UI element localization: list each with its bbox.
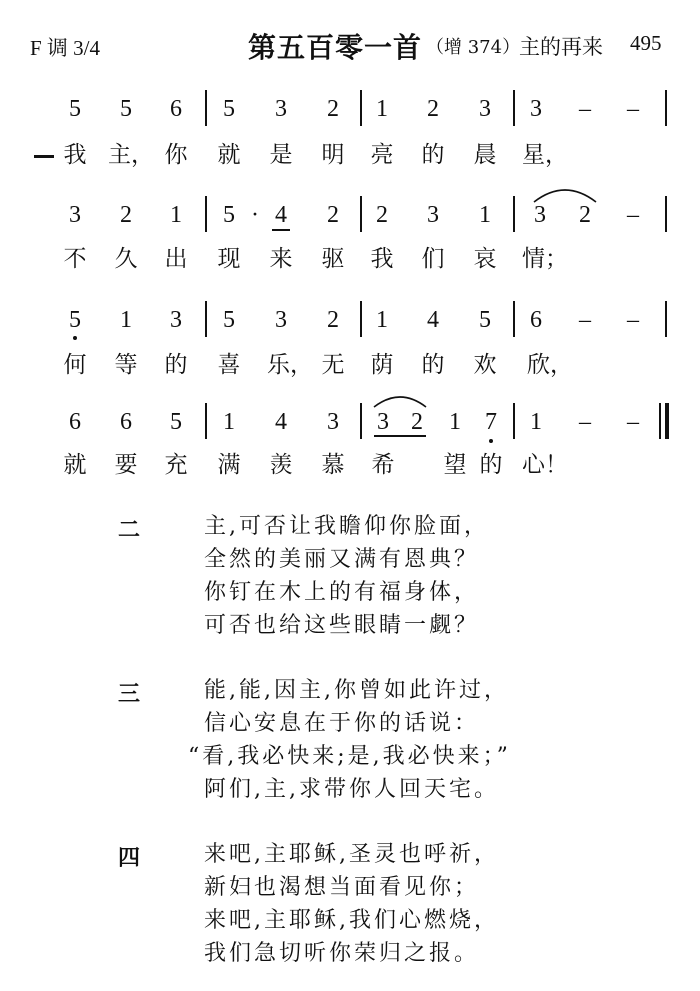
lyric: 满 [217, 452, 241, 478]
lyric: 晨 [473, 142, 497, 168]
note: 4 [427, 307, 439, 333]
note: 6 [69, 409, 81, 435]
note: 1 [376, 96, 388, 122]
hymn-title: 第五百零一首 [248, 31, 423, 64]
lyric: 出 [164, 246, 188, 272]
bar-line [205, 196, 207, 232]
lyric: 希 [371, 452, 395, 478]
note: 1 [170, 202, 182, 228]
note: 2 [427, 96, 439, 122]
bar-line [513, 90, 515, 126]
slur [530, 184, 600, 204]
lyric: 心！ [522, 452, 568, 478]
note-low-octave: 5 [69, 307, 81, 333]
lyric: 欢 [473, 352, 497, 378]
lyric: 望 [443, 452, 467, 478]
lyric: 你 [164, 142, 188, 168]
lyric: 的 [164, 352, 188, 378]
verse-line: 能,能,因主,你曾如此许过， [204, 678, 509, 703]
lyric: 慕 [321, 452, 345, 478]
verse-line: 全然的美丽又满有恩典？ [204, 547, 480, 572]
note: 6 [120, 409, 132, 435]
hymn-name: 主的再来 [519, 35, 603, 59]
lyric: 是 [269, 142, 293, 168]
eighth-underline [272, 229, 290, 231]
verse-number: 三 [118, 682, 141, 707]
note: 3 [427, 202, 439, 228]
note: 6 [530, 307, 542, 333]
note: 4 [275, 202, 287, 228]
note: 3 [534, 202, 546, 228]
note-dash: – [627, 409, 639, 435]
bar-line [665, 196, 667, 232]
note: 3 [377, 409, 389, 435]
note: 5 [479, 307, 491, 333]
note-dash: – [627, 96, 639, 122]
note: 2 [327, 307, 339, 333]
note: 4 [275, 409, 287, 435]
note: 1 [120, 307, 132, 333]
lyric: 无 [321, 352, 345, 378]
note-dash: – [627, 307, 639, 333]
note: 3 [479, 96, 491, 122]
lyric: 就 [217, 142, 241, 168]
note: 1 [449, 409, 461, 435]
lyric: 哀 [473, 246, 497, 272]
verse-line: 主,可否让我瞻仰你脸面， [204, 514, 489, 539]
note-dash: – [579, 307, 591, 333]
note: 6 [170, 96, 182, 122]
note: 2 [120, 202, 132, 228]
note: 3 [170, 307, 182, 333]
note: 3 [530, 96, 542, 122]
note: 1 [223, 409, 235, 435]
lyric: 乐， [267, 352, 313, 378]
lyric: 明 [321, 142, 345, 168]
lyric: 羡 [269, 452, 293, 478]
verse-number: 二 [118, 518, 141, 543]
note: 3 [327, 409, 339, 435]
note: 5 [223, 96, 235, 122]
key-signature: F 调 3/4 [30, 36, 101, 60]
bar-line [665, 301, 667, 337]
lyric: 就 [63, 452, 87, 478]
lyric: 充 [164, 452, 188, 478]
bar-line [665, 90, 667, 126]
lyric: 星， [522, 142, 568, 168]
lyric: 荫 [370, 352, 394, 378]
final-bar-line-thin [659, 403, 661, 439]
note-dash: – [579, 409, 591, 435]
verse-line: 新妇也渴想当面看见你； [204, 875, 480, 900]
note: 5 [120, 96, 132, 122]
bar-line [205, 403, 207, 439]
note: 2 [376, 202, 388, 228]
verse-line: 阿们,主,求带你人回天宅。 [204, 777, 499, 802]
verse-line: 我们急切听你荣归之报。 [204, 941, 480, 966]
bar-line [513, 301, 515, 337]
bar-line [360, 403, 362, 439]
note: 5 [170, 409, 182, 435]
bar-line [360, 90, 362, 126]
low-octave-dot [489, 439, 493, 443]
note: 2 [327, 202, 339, 228]
lyric: 情； [522, 246, 568, 272]
note: 2 [327, 96, 339, 122]
slur [370, 391, 430, 409]
lyric: 驱 [321, 246, 345, 272]
lyric: 久 [114, 246, 138, 272]
lyric: 我 [63, 142, 87, 168]
lyric: 主， [108, 142, 154, 168]
note: 3 [275, 307, 287, 333]
bar-line [360, 196, 362, 232]
lyric: 要 [114, 452, 138, 478]
note: 2 [411, 409, 423, 435]
bar-line [360, 301, 362, 337]
lyric: 们 [421, 246, 445, 272]
lyric: 的 [479, 452, 503, 478]
note-low-octave: 7 [485, 409, 497, 435]
lyric: 的 [421, 352, 445, 378]
lyric: 何 [63, 352, 87, 378]
bar-line [205, 90, 207, 126]
note-dash: – [627, 202, 639, 228]
eighth-underline [374, 435, 426, 437]
lyric: 我 [370, 246, 394, 272]
verse-one-dash [34, 155, 54, 158]
note: 1 [479, 202, 491, 228]
verse-line: 可否也给这些眼睛一觑？ [204, 613, 480, 638]
note: 1 [376, 307, 388, 333]
note: 5 [69, 96, 81, 122]
lyric: 的 [421, 142, 445, 168]
low-octave-dot [73, 336, 77, 340]
note: 1 [530, 409, 542, 435]
bar-line [205, 301, 207, 337]
note: 2 [579, 202, 591, 228]
lyric: 等 [114, 352, 138, 378]
final-bar-line-thick [665, 403, 669, 439]
bar-line [513, 403, 515, 439]
verse-line: 来吧,主耶稣,我们心燃烧， [204, 908, 499, 933]
lyric: 喜 [217, 352, 241, 378]
note: 3 [275, 96, 287, 122]
verse-line: 来吧,主耶稣,圣灵也呼祈， [204, 842, 499, 867]
lyric: 欣， [527, 352, 573, 378]
lyric: 来 [269, 246, 293, 272]
lyric: 不 [63, 246, 87, 272]
hymn-number: 495 [630, 31, 662, 55]
verse-line: 你钉在木上的有福身体， [204, 580, 480, 605]
note: 3 [69, 202, 81, 228]
hymn-subtitle: （增 374） [426, 37, 521, 58]
note: 5 [223, 202, 235, 228]
lyric: 亮 [370, 142, 394, 168]
verse-line: “看,我必快来;是,我必快来；” [188, 744, 511, 769]
lyric: 现 [217, 246, 241, 272]
verse-number: 四 [118, 846, 141, 871]
dot-note: · [251, 202, 259, 228]
verse-line: 信心安息在于你的话说： [204, 711, 480, 736]
note-dash: – [579, 96, 591, 122]
note: 5 [223, 307, 235, 333]
bar-line [513, 196, 515, 232]
